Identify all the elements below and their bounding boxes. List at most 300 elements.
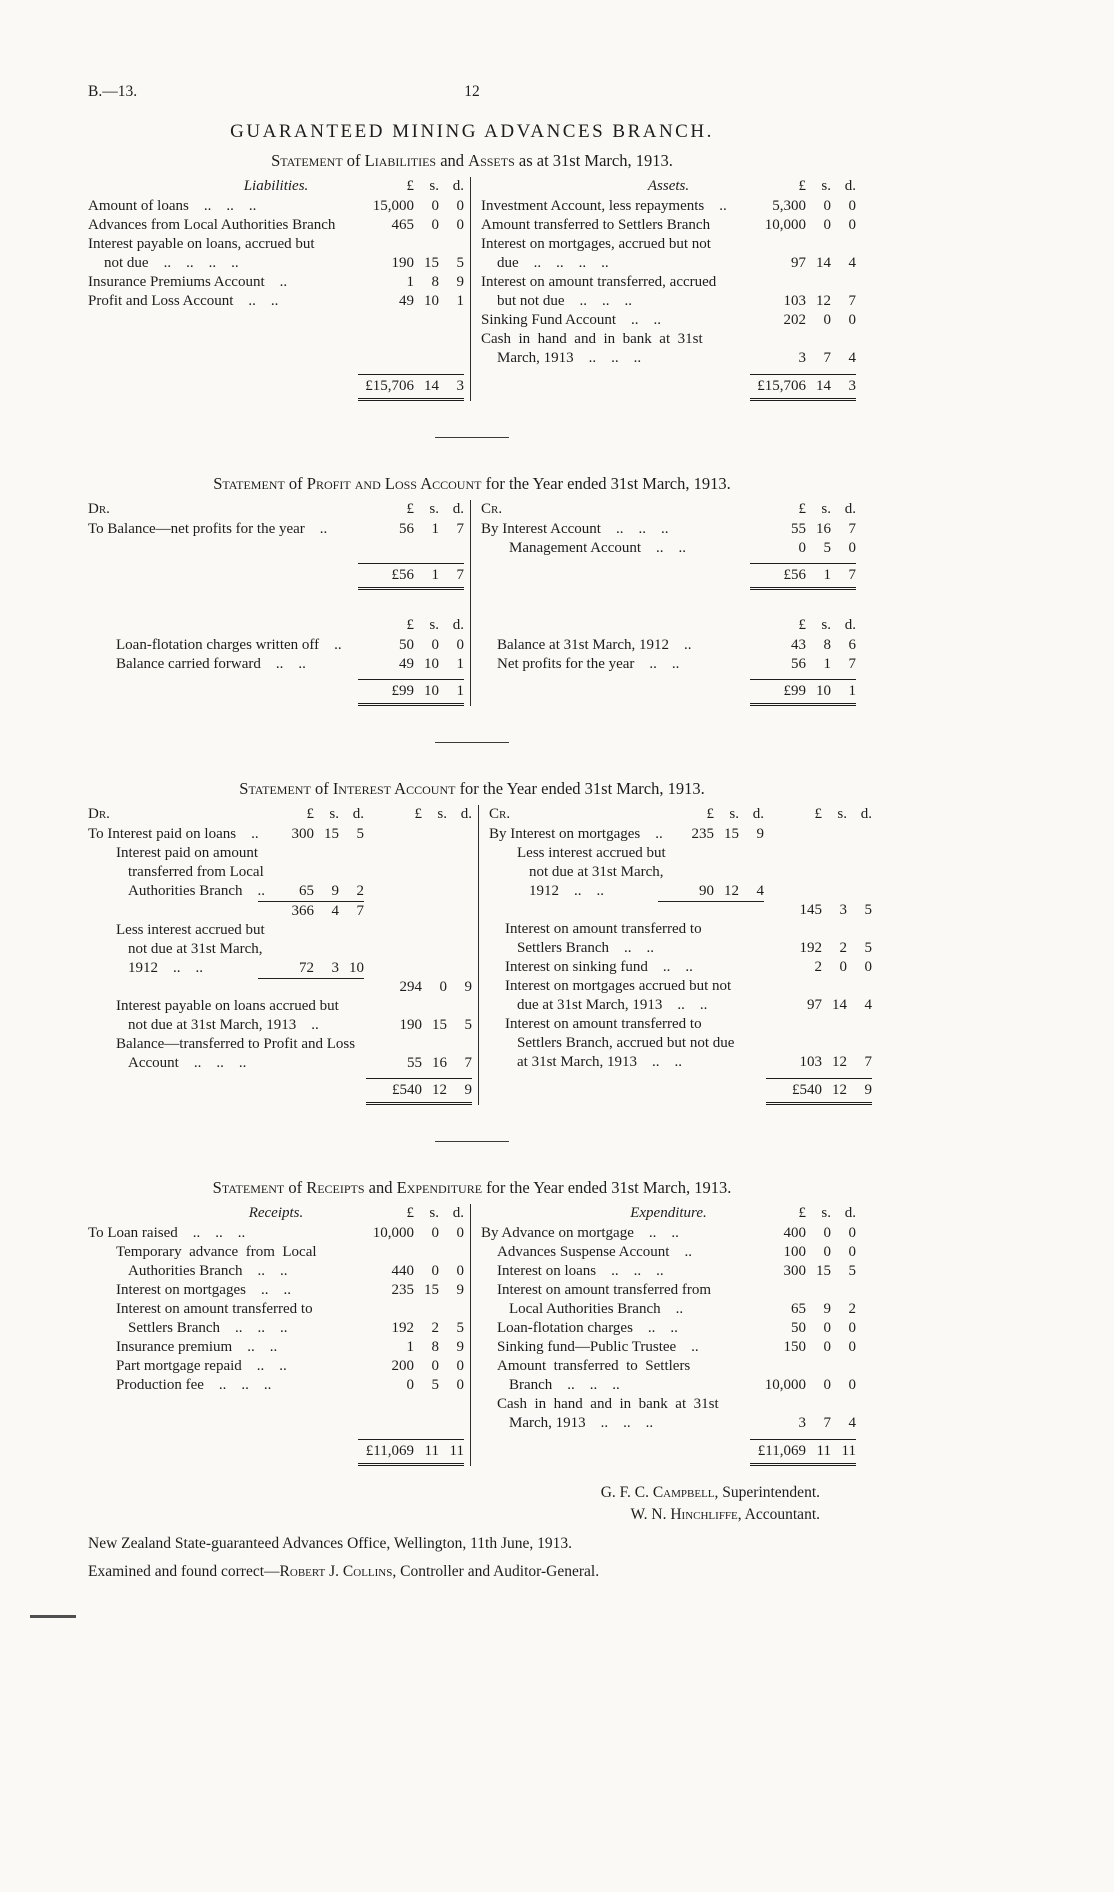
ledger-line <box>88 1319 464 1338</box>
ledger-line <box>481 1262 856 1281</box>
entry-amount <box>366 1054 472 1073</box>
shillings-col-header: s. <box>821 178 831 194</box>
amount-pounds: 65 <box>299 883 314 899</box>
amount-pence: 0 <box>848 198 856 214</box>
entry-amount <box>750 520 856 539</box>
expenditure-column-title: Expenditure. <box>630 1205 707 1221</box>
entry-label: Insurance premium .. .. <box>116 1339 278 1355</box>
amount-pence: 0 <box>848 312 856 328</box>
entry-label: Interest on amount transferred to <box>505 921 702 937</box>
entry-amount <box>358 520 464 539</box>
ledger-line <box>88 825 472 844</box>
entry-label: Interest payable on loans, accrued but <box>88 236 315 252</box>
ledger-line <box>88 636 464 655</box>
section-divider <box>435 1141 509 1142</box>
assets-column-header <box>481 177 856 196</box>
amount-pence: 5 <box>356 826 364 842</box>
spacer <box>88 616 358 635</box>
ledger-line <box>481 655 856 674</box>
heading-part: Statement <box>213 474 285 493</box>
heading-part: of <box>310 779 333 798</box>
amount-shillings: 15 <box>816 1263 831 1279</box>
pounds-col-header: £ <box>814 806 822 822</box>
expenditure-column <box>471 1204 856 1466</box>
ledger-line <box>481 1357 856 1376</box>
amount-pounds: 97 <box>791 255 806 271</box>
ledger-line <box>481 636 856 655</box>
carried-amount <box>766 901 872 920</box>
pl-appropriation-credit-total <box>750 679 856 706</box>
amount-shillings: 12 <box>432 1082 447 1098</box>
amount-shillings: 0 <box>431 1358 439 1374</box>
entry-label: Interest on mortgages, accrued but not <box>480 236 711 252</box>
entry-amount <box>750 1319 856 1338</box>
amount-shillings: 10 <box>423 683 439 699</box>
ledger-line <box>88 1224 464 1243</box>
interest-debit-column <box>88 805 479 1105</box>
amount-shillings: 0 <box>431 198 439 214</box>
expenditure-total <box>750 1439 856 1466</box>
assets-column-title: Assets. <box>647 178 690 194</box>
amount-pounds: 56 <box>791 656 806 672</box>
money-column-spacer <box>766 882 872 901</box>
ledger-line <box>88 1243 464 1262</box>
amount-pounds: 1 <box>406 1339 414 1355</box>
receipts-column-title: Receipts. <box>248 1205 304 1221</box>
entry-label: transferred from Local <box>128 864 264 880</box>
page-header <box>88 82 856 102</box>
amount-shillings: 12 <box>724 883 739 899</box>
examined-line <box>88 1562 856 1581</box>
pence-col-header: d. <box>844 617 856 633</box>
entry-label: Production fee .. .. .. <box>116 1377 272 1393</box>
amount-pounds: 300 <box>783 1263 806 1279</box>
receipts-total-row <box>88 1439 464 1466</box>
shillings-col-header: s. <box>729 806 739 822</box>
amount-shillings: 9 <box>331 883 339 899</box>
amount-shillings: 3 <box>839 902 847 918</box>
amount-pounds: 235 <box>691 826 714 842</box>
amount-pence: 0 <box>456 217 464 233</box>
entry-amount <box>750 1300 856 1319</box>
liabilities-total <box>358 374 464 401</box>
amount-pence: 0 <box>456 1263 464 1279</box>
money-column-spacer <box>366 959 472 978</box>
ledger-line <box>88 844 472 863</box>
entry-amount <box>750 539 856 558</box>
shillings-col-header: s. <box>837 806 847 822</box>
entry-amount <box>366 1016 472 1035</box>
pounds-col-header: £ <box>406 617 414 633</box>
entry-label: Advances from Local Authorities Branch <box>88 217 336 233</box>
entry-label: Amount transferred to Settlers Branch <box>480 217 711 233</box>
pounds-col-header: £ <box>798 178 806 194</box>
amount-shillings: 15 <box>423 255 439 271</box>
ledger-line <box>88 1300 464 1319</box>
ledger-line <box>489 1015 872 1034</box>
subtotal-amount <box>258 901 364 921</box>
ledger-line <box>88 292 464 311</box>
pl-appropriation-debit-total-row <box>88 679 464 706</box>
ledger-line <box>481 1395 856 1414</box>
amount-pounds: 100 <box>783 1244 806 1260</box>
entry-label: Insurance Premiums Account .. <box>88 274 288 290</box>
shillings-col-header: s. <box>821 501 831 517</box>
amount-pence: 4 <box>848 255 856 271</box>
print-artifact-mark <box>30 1615 76 1618</box>
entry-amount <box>358 1224 464 1243</box>
amount-pence: 7 <box>456 567 464 583</box>
amount-pounds: 192 <box>799 940 822 956</box>
money-column-spacer <box>658 996 764 1015</box>
ledger-line <box>88 997 472 1016</box>
expenditure-column-header <box>481 1204 856 1223</box>
ledger-line <box>88 921 472 940</box>
money-column-spacer <box>366 882 472 901</box>
pl-appropriation-credit-header <box>481 616 856 635</box>
ledger-line <box>481 216 856 235</box>
amount-shillings: 14 <box>832 997 847 1013</box>
entry-label: Interest on amount transferred to <box>116 1301 313 1317</box>
amount-pounds: £99 <box>783 683 806 699</box>
ledger-line <box>481 539 856 558</box>
ledger-line <box>489 1034 872 1053</box>
ledger-line <box>88 273 464 292</box>
ledger-line <box>481 1319 856 1338</box>
amount-shillings: 14 <box>423 378 439 394</box>
document-title: GUARANTEED MINING ADVANCES BRANCH. <box>230 121 714 142</box>
entry-amount <box>750 349 856 368</box>
entry-label: March, 1913 .. .. .. <box>496 350 642 366</box>
liabilities-total-row <box>88 374 464 401</box>
money-columns-header <box>750 616 856 635</box>
entry-amount <box>358 254 464 273</box>
amount-shillings: 0 <box>823 1320 831 1336</box>
spacer <box>481 616 750 635</box>
entry-amount <box>750 1338 856 1357</box>
amount-pounds: 50 <box>791 1320 806 1336</box>
heading-part: and <box>436 151 469 170</box>
entry-label: 1912 .. .. <box>529 883 604 899</box>
money-columns-header <box>358 500 464 519</box>
ledger-line <box>481 1243 856 1262</box>
pl-debit-total-row <box>88 563 464 590</box>
ledger-line <box>88 959 472 978</box>
entry-label: Settlers Branch .. .. .. <box>128 1320 288 1336</box>
entry-amount <box>358 1357 464 1376</box>
amount-pounds: 3 <box>798 350 806 366</box>
amount-pounds: £11,069 <box>757 1443 806 1459</box>
amount-pounds: 192 <box>391 1320 414 1336</box>
ledger-line <box>88 655 464 674</box>
shillings-col-header: s. <box>429 178 439 194</box>
entry-label: Part mortgage repaid .. .. <box>116 1358 287 1374</box>
entry-label: not due at 31st March, <box>128 941 263 957</box>
pence-col-header: d. <box>844 501 856 517</box>
amount-pounds: 103 <box>783 293 806 309</box>
money-column-spacer <box>366 901 472 921</box>
receipts-total <box>358 1439 464 1466</box>
amount-pence: 7 <box>464 1055 472 1071</box>
amount-pounds: 190 <box>391 255 414 271</box>
interest-debit-total-row <box>88 1078 472 1105</box>
entry-label: Balance carried forward .. .. <box>116 656 306 672</box>
entry-amount <box>258 959 364 978</box>
ledger-line <box>88 254 464 273</box>
ledger-line <box>88 1376 464 1395</box>
amount-pence: 7 <box>456 521 464 537</box>
amount-shillings: 0 <box>439 979 447 995</box>
ledger-line <box>481 330 856 349</box>
money-column-spacer <box>258 1054 364 1073</box>
ledger-line <box>489 882 872 901</box>
amount-shillings: 1 <box>823 567 831 583</box>
entry-label: Management Account .. .. <box>508 540 687 556</box>
ledger-line <box>481 197 856 216</box>
pence-col-header: d. <box>752 806 764 822</box>
amount-shillings: 0 <box>823 1244 831 1260</box>
amount-pounds: 465 <box>391 217 414 233</box>
amount-pounds: 5,300 <box>772 198 806 214</box>
heading-part: and <box>364 1178 397 1197</box>
ledger-line <box>489 1053 872 1072</box>
ledger-line <box>88 1016 472 1035</box>
amount-pounds: 55 <box>407 1055 422 1071</box>
amount-pence: 9 <box>456 1282 464 1298</box>
amount-shillings: 15 <box>724 826 739 842</box>
entry-label: not due at 31st March, <box>529 864 664 880</box>
amount-pounds: £11,069 <box>365 1443 414 1459</box>
amount-shillings: 8 <box>431 1339 439 1355</box>
ledger-line <box>88 235 464 254</box>
entry-amount <box>750 1224 856 1243</box>
amount-pence: 0 <box>864 959 872 975</box>
pl-credit-header <box>481 500 856 519</box>
heading-part: Liabilities <box>364 151 437 170</box>
amount-pounds: 400 <box>783 1225 806 1241</box>
entry-amount <box>750 1243 856 1262</box>
entry-label: Interest payable on loans accrued but <box>116 998 339 1014</box>
entry-label <box>489 901 658 920</box>
amount-shillings: 10 <box>423 293 439 309</box>
page-number: 12 <box>464 83 480 100</box>
signature-superintendent <box>88 1482 820 1504</box>
amount-pounds: 202 <box>783 312 806 328</box>
shillings-col-header: s. <box>821 1205 831 1221</box>
amount-pounds: 72 <box>299 960 314 976</box>
money-column-spacer <box>658 958 764 977</box>
entry-label: Loan-flotation charges written off .. <box>116 637 342 653</box>
amount-pence: 7 <box>356 903 364 919</box>
entry-label: To Balance—net profits for the year .. <box>88 521 328 537</box>
pl-debit-column <box>88 500 471 706</box>
entry-label: 1912 .. .. <box>128 960 203 976</box>
amount-shillings: 1 <box>431 521 439 537</box>
entry-label: Branch .. .. .. <box>508 1377 620 1393</box>
entry-label: Balance at 31st March, 1912 .. <box>496 637 692 653</box>
heading-part: for the Year ended 31st March, 1913. <box>482 1178 732 1197</box>
entry-label: at 31st March, 1913 .. .. <box>517 1054 682 1070</box>
ledger-line <box>481 1300 856 1319</box>
amount-pence: 4 <box>756 883 764 899</box>
examined-prefix: Examined and found correct— <box>88 1563 280 1580</box>
entry-label: Amount of loans .. .. .. <box>88 198 257 214</box>
entry-label: not due .. .. .. .. <box>104 255 239 271</box>
amount-shillings: 0 <box>823 198 831 214</box>
entry-label: Settlers Branch .. .. <box>517 940 655 956</box>
amount-pence: 0 <box>456 1358 464 1374</box>
entry-amount <box>358 655 464 674</box>
amount-pence: 7 <box>864 1054 872 1070</box>
entry-label: Authorities Branch .. <box>128 883 266 899</box>
assets-total <box>750 374 856 401</box>
entry-amount <box>750 292 856 311</box>
entry-label: due at 31st March, 1913 .. .. <box>517 997 708 1013</box>
ledger-line <box>481 1281 856 1300</box>
receipts-column-header <box>88 1204 464 1223</box>
statement3-heading <box>88 779 856 798</box>
pl-appropriation-debit-header <box>88 616 464 635</box>
liabilities-column <box>88 177 471 401</box>
signatory-name: W. N. Hinchliffe, <box>630 1506 742 1523</box>
sum-rule <box>258 978 364 997</box>
entry-label: Net profits for the year .. .. <box>496 656 680 672</box>
amount-shillings: 15 <box>423 1282 439 1298</box>
amount-pence: 0 <box>848 1225 856 1241</box>
section-gap <box>481 590 856 616</box>
ledger-line <box>481 1224 856 1243</box>
heading-part: Statement <box>239 779 311 798</box>
heading-part: for the Year ended 31st March, 1913. <box>455 779 705 798</box>
amount-pence: 5 <box>456 255 464 271</box>
cr-label: Cr. <box>480 501 503 517</box>
amount-pounds: £540 <box>392 1082 422 1098</box>
entry-amount <box>766 958 872 977</box>
entry-label: Cash in hand and in bank at 31st <box>480 331 703 347</box>
statement2-heading <box>88 474 856 493</box>
entry-amount <box>358 636 464 655</box>
pence-col-header: d. <box>452 1205 464 1221</box>
amount-pence: 1 <box>456 293 464 309</box>
amount-pounds: £15,706 <box>365 378 414 394</box>
amount-pence: 1 <box>848 683 856 699</box>
amount-pounds: 145 <box>799 902 822 918</box>
pl-credit-column <box>471 500 856 706</box>
pounds-col-header: £ <box>798 1205 806 1221</box>
inner-money-columns-header <box>658 805 764 824</box>
amount-shillings: 0 <box>431 1225 439 1241</box>
ledger-line <box>481 235 856 254</box>
pl-credit-total <box>750 563 856 590</box>
amount-shillings: 2 <box>431 1320 439 1336</box>
entry-label: Sinking fund—Public Trustee .. <box>496 1339 699 1355</box>
ledger-line <box>88 1054 472 1073</box>
pl-appropriation-credit-total-row <box>481 679 856 706</box>
amount-shillings: 1 <box>431 567 439 583</box>
signatory-role: Superintendent. <box>718 1484 820 1501</box>
amount-pounds: 2 <box>814 959 822 975</box>
page-content <box>88 0 872 1618</box>
receipts-column <box>88 1204 471 1466</box>
amount-shillings: 0 <box>823 217 831 233</box>
pence-col-header: d. <box>460 806 472 822</box>
signature-accountant <box>88 1504 820 1526</box>
pence-col-header: d. <box>452 617 464 633</box>
money-column-spacer <box>766 825 872 844</box>
entry-label: Interest on mortgages .. .. <box>116 1282 291 1298</box>
amount-pence: 7 <box>848 656 856 672</box>
amount-shillings: 0 <box>431 217 439 233</box>
amount-pounds: 56 <box>398 521 414 537</box>
money-columns-header <box>750 500 856 519</box>
entry-amount <box>750 1376 856 1395</box>
ledger-line <box>489 901 872 920</box>
ledger-line <box>88 978 472 997</box>
liabilities-assets-statement <box>88 177 856 401</box>
amount-shillings: 12 <box>832 1082 847 1098</box>
entry-amount <box>358 1338 464 1357</box>
ledger-line <box>489 844 872 863</box>
entry-amount <box>358 292 464 311</box>
entry-label: March, 1913 .. .. .. <box>508 1415 654 1431</box>
assets-total-row <box>481 374 856 401</box>
profit-loss-statement <box>88 500 856 706</box>
entry-label: Less interest accrued but <box>116 922 265 938</box>
amount-pounds: £15,706 <box>757 378 806 394</box>
dr-label: Dr. <box>88 806 110 822</box>
amount-pounds: 0 <box>798 540 806 556</box>
interest-debit-header <box>88 805 472 824</box>
auditor-name: Robert J. Collins, <box>279 1563 397 1580</box>
amount-pence: 0 <box>848 217 856 233</box>
amount-pence: 0 <box>848 540 856 556</box>
amount-pence: 7 <box>848 567 856 583</box>
inner-money-columns-header <box>258 805 364 824</box>
entry-amount <box>750 311 856 330</box>
amount-pence: 11 <box>449 1443 464 1459</box>
ledger-line <box>481 1414 856 1433</box>
amount-pence: 0 <box>848 1320 856 1336</box>
entry-amount <box>258 882 364 901</box>
amount-pence: 0 <box>848 1244 856 1260</box>
amount-pence: 10 <box>349 960 364 976</box>
interest-credit-rows <box>489 825 872 1073</box>
pence-col-header: d. <box>452 178 464 194</box>
entry-label <box>88 978 258 997</box>
pl-appropriation-debit-rows <box>88 636 464 674</box>
entry-label: Interest on mortgages accrued but not <box>505 978 732 994</box>
heading-part: Interest Account <box>332 779 456 798</box>
heading-part: Statement <box>271 151 343 170</box>
entry-label: Interest on loans .. .. .. <box>496 1263 664 1279</box>
liabilities-column-header <box>88 177 464 196</box>
signatory-name: G. F. C. Campbell, <box>600 1484 719 1501</box>
ledger-line <box>481 349 856 368</box>
money-column-spacer <box>366 825 472 844</box>
entry-label: Settlers Branch, accrued but not due <box>517 1035 735 1051</box>
amount-pounds: 43 <box>791 637 806 653</box>
amount-pence: 4 <box>848 350 856 366</box>
pounds-col-header: £ <box>406 178 414 194</box>
pl-appropriation-credit-rows <box>481 636 856 674</box>
amount-pounds: 49 <box>398 293 414 309</box>
ledger-line <box>88 940 472 959</box>
amount-shillings: 8 <box>431 274 439 290</box>
interest-account-statement <box>88 805 872 1105</box>
interest-credit-total-row <box>489 1078 872 1105</box>
amount-pence: 11 <box>841 1443 856 1459</box>
amount-pence: 1 <box>456 683 464 699</box>
